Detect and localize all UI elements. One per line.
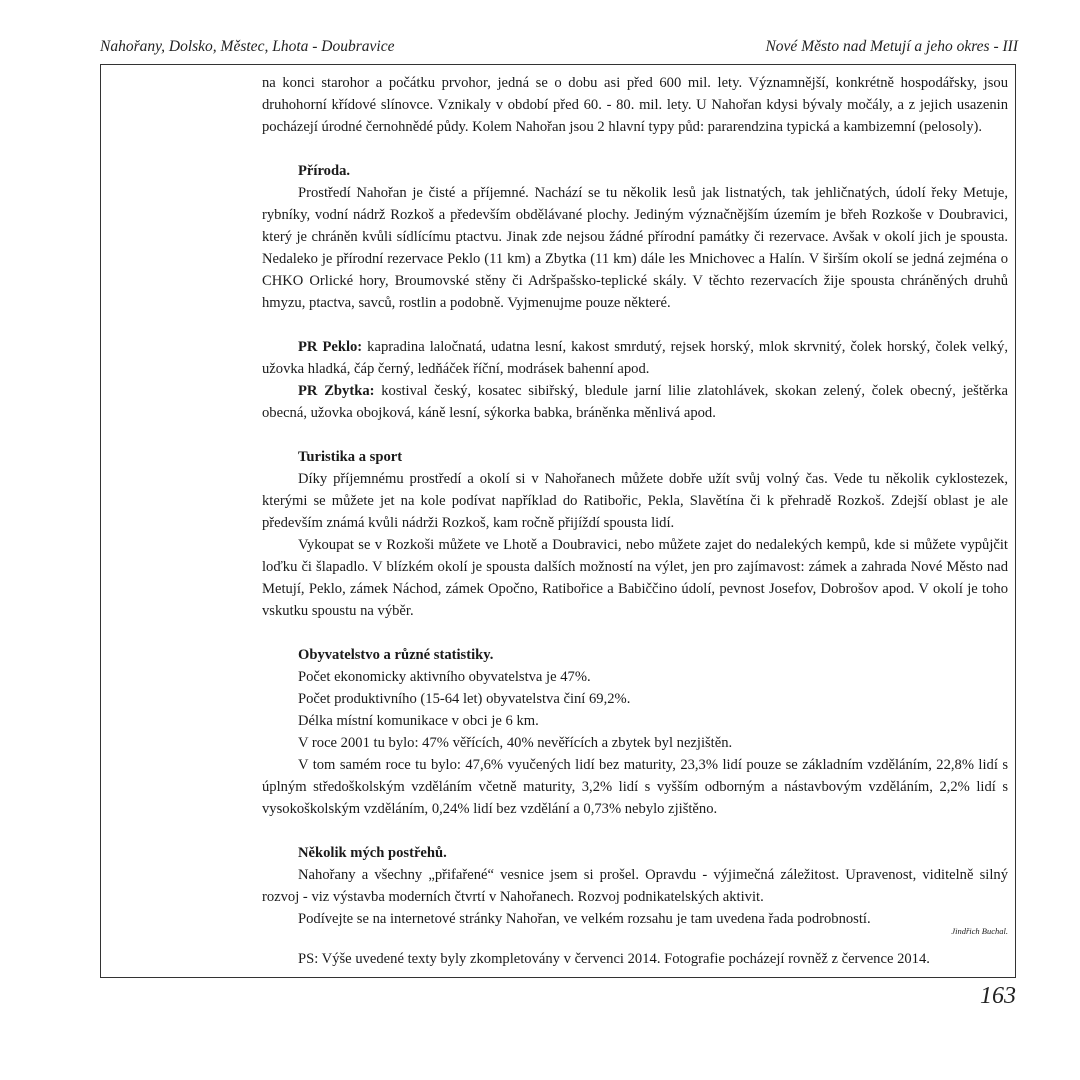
- stat-line: Počet produktivního (15-64 let) obyvatelstva činí 69,2%.: [298, 691, 631, 707]
- author-signature: Jindřich Buchal.: [951, 926, 1008, 936]
- stat-line: V roce 2001 tu bylo: 47% věřících, 40% nevěřících a zbytek byl nezjištěn.: [298, 735, 733, 751]
- section-heading-priroda: Příroda.: [298, 163, 351, 179]
- reserve-peklo-label: PR Peklo:: [298, 339, 363, 355]
- header-left-title: Nahořany, Dolsko, Městec, Lhota - Doubravice: [100, 38, 395, 55]
- priroda-paragraph: Prostředí Nahořan je čisté a příjemné. Nachází se tu několik lesů jak listnatých, tak jehličnatých, údolí řeky Metuje, rybníky, vodní nádrž Rozkoš a především obdělávané plochy. Jediným význačnějším územím je břeh Rozkoše v Doubravici, který je chráněn kvůli sídlícímu ptactvu. Jinak zde nejsou žádné přírodní památky či rezervace. Avšak v okolí jich je spousta. Nedaleko je přírodní rezervace Peklo (11 km) a Zbytka (11 km) dále les Mnichovec a Halín. V širším okolí se jedná zejména o CHKO Orlické hory, Broumovské stěny či Adršpašsko-teplické skály. V těchto rezervacích žije spousta chráněných druhů hmyzu, ptactva, savců, rostlin a podobně. Vyjmenujme pouze některé.: [262, 185, 1008, 311]
- reserve-zbytka: [262, 380, 1008, 424]
- section-heading-stats: Obyvatelstvo a různé statistiky.: [298, 647, 494, 663]
- reserve-zbytka-label: PR Zbytka:: [298, 383, 375, 399]
- intro-paragraph: na konci starohor a počátku prvohor, jedná se o dobu asi před 600 mil. lety. Významnější, konkrétně hospodářsky, jsou druhohorní křídové slínovce. Vznikaly v období před 60. - 80. mil. lety. U Nahořan kdysi bývaly močály, a z jejich usazenin pocházejí úrodné černohnědé půdy. Kolem Nahořan jsou 2 hlavní typy půd: pararendzina typická a kambizemní (pelosoly).: [262, 75, 1008, 135]
- stat-line: Délka místní komunikace v obci je 6 km.: [298, 713, 539, 729]
- turistika-paragraph-1: Díky příjemnému prostředí a okolí si v Nahořanech můžete dobře užít svůj volný čas. Vede tu několik cyklostezek, kterými se můžete jet na kole podívat například do Ratibořic, Pekla, Slavětína či k přehradě Rozkoš. Zdejší oblast je ale především známá kvůli nádrži Rozkoš, kam ročně přijíždí spousta lidí.: [262, 471, 1008, 531]
- stat-line: Počet ekonomicky aktivního obyvatelstva je 47%.: [298, 669, 591, 685]
- header-right-title: Nové Město nad Metují a jeho okres - III: [765, 38, 1018, 55]
- postscript: PS: Výše uvedené texty byly zkompletovány v červenci 2014. Fotografie pocházejí rovněž z července 2014.: [298, 951, 930, 967]
- turistika-paragraph-2: Vykoupat se v Rozkoši můžete ve Lhotě a Doubravici, nebo můžete zajet do nedalekých kempů, kde si můžete vypůjčit loďku či šlapadlo. V blízkém okolí je spousta dalších možností na výlet, jen pro zajímavost: zámek a zahrada Nové Město nad Metují, Peklo, zámek Náchod, zámek Opočno, Ratibořice a Babiččino údolí, pevnost Josefov, Dobrošov apod. V okolí je toho vskutku spoustu na výběr.: [262, 537, 1008, 619]
- reserve-zbytka-text: kostival český, kosatec sibiřský, bledule jarní lilie zlatohlávek, skokan zelený, čolek obecný, ještěrka obecná, užovka obojková, káně lesní, sýkorka babka, bráněnka měnlivá apod.: [262, 383, 1008, 421]
- section-heading-observations: Několik mých postřehů.: [298, 845, 447, 861]
- observations-paragraph-2: Podívejte se na internetové stránky Nahořan, ve velkém rozsahu je tam uvedena řada podrobností.: [298, 911, 871, 927]
- running-header: [100, 38, 1018, 60]
- page-number: 163: [980, 983, 1016, 1009]
- observations-paragraph-1: Nahořany a všechny „přifařené“ vesnice jsem si prošel. Opravdu - výjimečná záležitost. Upravenost, viditelně silný rozvoj - viz výstavba moderních čtvrtí v Nahořanech. Rozvoj podnikatelských aktivit.: [262, 867, 1008, 905]
- reserve-peklo: [262, 336, 1008, 380]
- page-body: [262, 72, 1008, 970]
- reserve-peklo-text: kapradina laločnatá, udatna lesní, kakost smrdutý, rejsek horský, mlok skrvnitý, čolek horský, čolek velký, užovka hladká, čáp černý, ledňáček říční, modrásek bahenní apod.: [262, 339, 1008, 377]
- section-heading-turistika: Turistika a sport: [298, 449, 403, 465]
- stat-line: V tom samém roce tu bylo: 47,6% vyučených lidí bez maturity, 23,3% lidí pouze se základním vzděláním, 22,8% lidí s úplným středoškolským vzděláním včetně maturity, 3,2% lidí s vyšším odborným a nástavbovým vzděláním, 2,2% lidí s vysokoškolským vzděláním, 0,24% lidí bez vzdělání a 0,73% nebylo zjištěno.: [262, 757, 1008, 817]
